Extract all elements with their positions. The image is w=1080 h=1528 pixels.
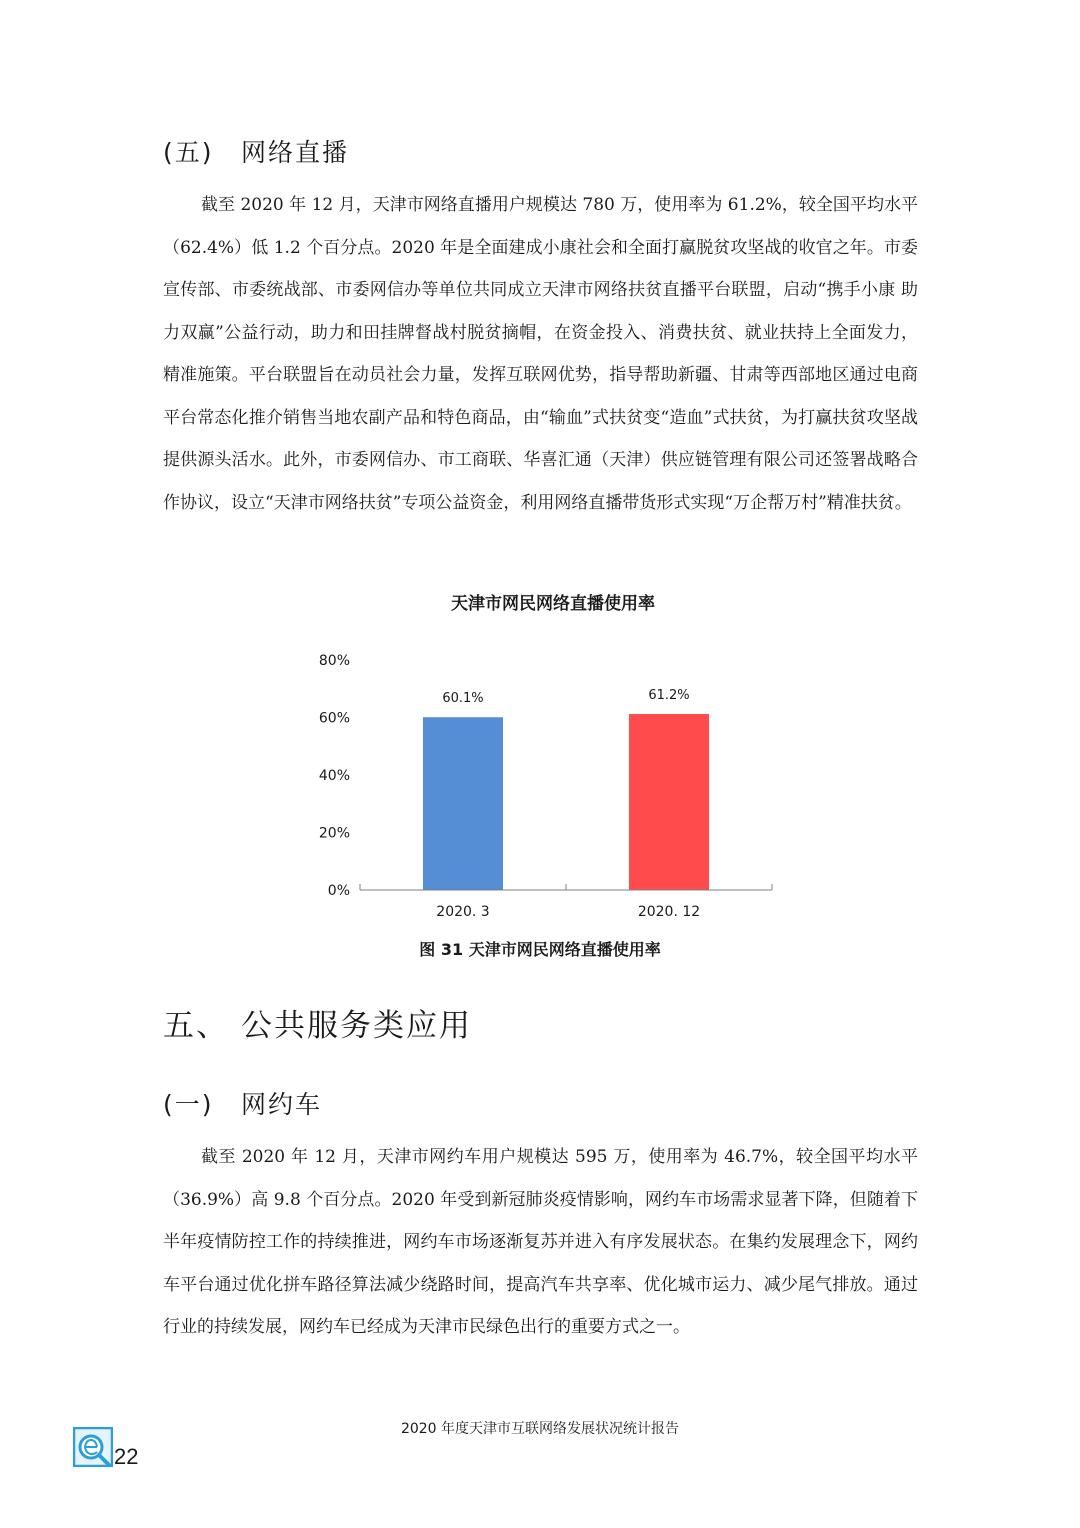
bar-data-label: 60.1% [442,691,484,707]
y-tick-label: 20% [318,825,350,842]
chapter-title: 公共服务类应用 [241,1008,472,1044]
page-number: 22 [114,1444,139,1469]
x-tick-label: 2020. 3 [436,904,490,920]
section-number: (一) [163,1090,214,1119]
chapter-number: 五、 [163,1008,229,1044]
y-tick-label: 0% [327,883,350,899]
live-streaming-usage-chart [300,585,800,925]
bar-2 [629,714,709,890]
section-title: 网约车 [241,1090,323,1119]
y-tick-label: 80% [318,653,350,669]
paragraph-ride-hailing: 截至 2020 年 12 月，天津市网约车用户规模达 595 万，使用率为 46.7%，较全国平均水平（36.9%）高 9.8 个百分点。2020 年受到新冠肺炎疫情影响，网约车市场需求显著下降，但随着下半年疫情防控工作的持续推进，网约车市场逐渐复苏并进入有序发展状态。在集约发展理念下，网约车平台通过优化拼车路径算法减少绕路时间，提高汽车共享率、优化城市运力、减少尾气排放。通过行业的持续发展，网约车已经成为天津市民绿色出行的重要方式之一。 [163,1147,918,1337]
x-tick-label: 2020. 12 [637,904,701,920]
paragraph-live-streaming: 截至 2020 年 12 月，天津市网络直播用户规模达 780 万，使用率为 61.2%，较全国平均水平（62.4%）低 1.2 个百分点。2020 年是全面建成小康社会和全面打赢脱贫攻坚战的收官之年。市委宣传部、市委统战部、市委网信办等单位共同成立天津市网络扶贫直播平台联盟，启动“携手小康 助力双赢”公益行动，助力和田挂牌督战村脱贫摘帽，在资金投入、消费扶贫、就业扶持上全面发力，精准施策。平台联盟旨在动员社会力量，发挥互联网优势，指导帮助新疆、甘肃等西部地区通过电商平台常态化推介销售当地农副产品和特色商品，由“输血”式扶贫变“造血”式扶贫，为打赢扶贫攻坚战提供源头活水。此外，市委网信办、市工商联、华喜汇通（天津）供应链管理有限公司还签署战略合作协议，设立“天津市网络扶贫”专项公益资金，利用网络直播带货形式实现“万企帮万村”精准扶贫。 [163,195,918,513]
section-number: (五) [163,138,214,167]
bar-1 [423,717,503,890]
magnifier-e-logo-icon [73,1427,113,1467]
y-tick-label: 60% [318,710,350,727]
figure-caption: 图 31 天津市网民网络直播使用率 [419,940,661,959]
y-tick-label: 40% [318,768,350,784]
section-heading-ride-hailing [163,1085,322,1121]
section-title: 网络直播 [241,138,350,167]
section-heading-live-streaming [163,133,349,169]
chapter-heading-public-services [163,1000,472,1045]
chart-title: 天津市网民网络直播使用率 [451,594,655,614]
bar-data-label: 61.2% [648,688,690,704]
footer-report-title: 2020 年度天津市互联网络发展状况统计报告 [400,1421,680,1437]
